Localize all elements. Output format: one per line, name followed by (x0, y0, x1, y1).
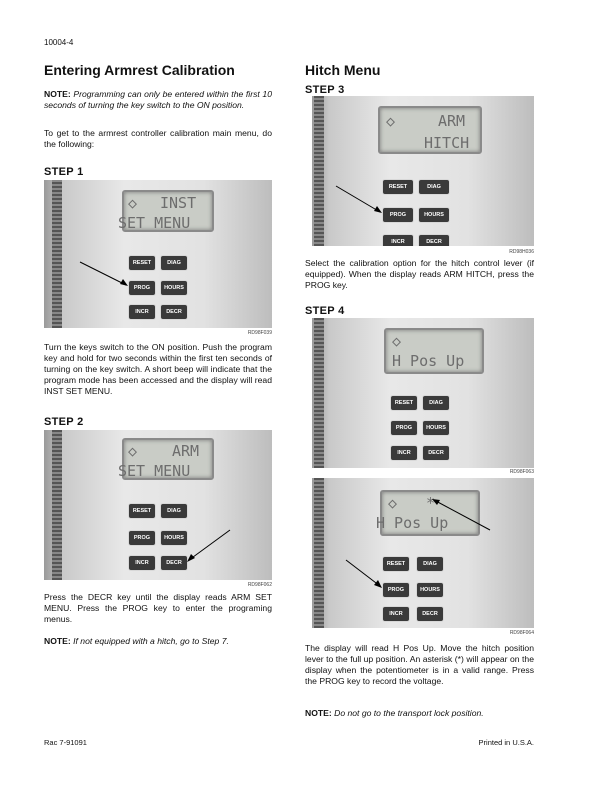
note-2-text: If not equipped with a hitch, go to Step 7. (73, 636, 229, 646)
prog-key[interactable]: PROG (128, 280, 156, 296)
lcd-line-2: SET MENU (118, 214, 191, 232)
step-1-heading: STEP 1 (44, 166, 84, 178)
lcd-line-1: INST (160, 194, 197, 212)
pointer-arrow (44, 430, 272, 580)
hours-key[interactable]: HOURS (160, 530, 188, 546)
decr-key[interactable]: DECR (160, 304, 188, 320)
figure-code-3: RD98H036 (509, 249, 534, 255)
reset-key[interactable]: RESET (382, 179, 414, 195)
lcd-icon: ◇ (386, 112, 396, 130)
step-4-photo-b (312, 478, 534, 628)
step-1-photo (44, 180, 272, 328)
reset-key[interactable]: RESET (128, 503, 156, 519)
step-4-heading: STEP 4 (305, 305, 345, 317)
footer-right: Printed in U.S.A. (478, 738, 534, 747)
step-3-text: Select the calibration option for the hitch control lever (if equipped). When the display reads ARM HITCH, press the PROG key. (305, 258, 534, 290)
step-3-heading: STEP 3 (305, 84, 345, 96)
figure-code-2: RD98F062 (247, 582, 272, 588)
prog-key[interactable]: PROG (128, 530, 156, 546)
pointer-arrow (312, 96, 534, 246)
decr-key[interactable]: DECR (416, 606, 444, 622)
lcd-display (384, 328, 484, 374)
footer-left: Rac 7-91091 (44, 738, 87, 747)
lcd-line-2: HITCH (424, 134, 470, 152)
incr-key[interactable]: INCR (382, 234, 414, 246)
note-3-label: NOTE: (305, 708, 332, 718)
hours-key[interactable]: HOURS (160, 280, 188, 296)
figure-code-4a: RD98F063 (509, 469, 534, 475)
pointer-arrow (44, 180, 272, 328)
incr-key[interactable]: INCR (128, 555, 156, 571)
lcd-icon: ◇ (128, 194, 138, 212)
note-1 (44, 89, 272, 111)
note-2 (44, 636, 272, 647)
hours-key[interactable]: HOURS (416, 582, 444, 598)
incr-key[interactable]: INCR (128, 304, 156, 320)
reset-key[interactable]: RESET (382, 556, 410, 572)
note-3 (305, 708, 534, 719)
incr-key[interactable]: INCR (382, 606, 410, 622)
decr-key[interactable]: DECR (422, 445, 450, 461)
step-2-photo (44, 430, 272, 580)
hours-key[interactable]: HOURS (418, 207, 450, 223)
step-4-photo-a (312, 318, 534, 468)
lcd-line-2: SET MENU (118, 462, 191, 480)
step-1-text: Turn the keys switch to the ON position. Push the program key and hold for two seconds within the first ten seconds of turning on the key switch. A short beep will indicate that the program mode has been accessed and the display will read INST SET MENU. (44, 342, 272, 396)
decr-key[interactable]: DECR (160, 555, 188, 571)
reset-key[interactable]: RESET (128, 255, 156, 271)
figure-code-1: RD98F039 (247, 330, 272, 336)
lcd-asterisk: * (426, 494, 436, 512)
step-3-photo (312, 96, 534, 246)
right-title: Hitch Menu (305, 62, 381, 78)
note-2-label: NOTE: (44, 636, 71, 646)
diag-key[interactable]: DIAG (422, 395, 450, 411)
diag-key[interactable]: DIAG (416, 556, 444, 572)
diag-key[interactable]: DIAG (160, 503, 188, 519)
reset-key[interactable]: RESET (390, 395, 418, 411)
prog-key[interactable]: PROG (390, 420, 418, 436)
step-4-text: The display will read H Pos Up. Move the hitch position lever to the full up position. An asterisk (*) will appear on the display when the potentiometer is in a valid range. Press the PROG key to record the voltage. (305, 643, 534, 686)
hours-key[interactable]: HOURS (422, 420, 450, 436)
lcd-line-2: H Pos Up (392, 352, 465, 370)
lcd-line-1: ARM (438, 112, 466, 130)
lcd-line-2: H Pos Up (376, 514, 449, 532)
step-2-text: Press the DECR key until the display reads ARM SET MENU. Press the PROG key to enter the programing menus. (44, 592, 272, 624)
pointer-arrows (312, 478, 534, 628)
diag-key[interactable]: DIAG (160, 255, 188, 271)
step-2-heading: STEP 2 (44, 416, 84, 428)
note-1-text: Programming can only be entered within the first 10 seconds of turning the key switch to the ON position. (44, 89, 272, 110)
decr-key[interactable]: DECR (418, 234, 450, 246)
lcd-icon: ◇ (392, 332, 402, 350)
prog-key[interactable]: PROG (382, 582, 410, 598)
lcd-icon: ◇ (388, 494, 398, 512)
diag-key[interactable]: DIAG (418, 179, 450, 195)
note-1-label: NOTE: (44, 89, 71, 99)
note-3-text: Do not go to the transport lock position. (334, 708, 484, 718)
left-title: Entering Armrest Calibration (44, 62, 235, 78)
intro-text: To get to the armrest controller calibration main menu, do the following: (44, 128, 272, 149)
figure-code-4b: RD98F064 (509, 630, 534, 636)
prog-key[interactable]: PROG (382, 207, 414, 223)
lcd-icon: ◇ (128, 442, 138, 460)
lcd-line-1: ARM (172, 442, 200, 460)
incr-key[interactable]: INCR (390, 445, 418, 461)
page-number: 10004-4 (44, 38, 74, 47)
